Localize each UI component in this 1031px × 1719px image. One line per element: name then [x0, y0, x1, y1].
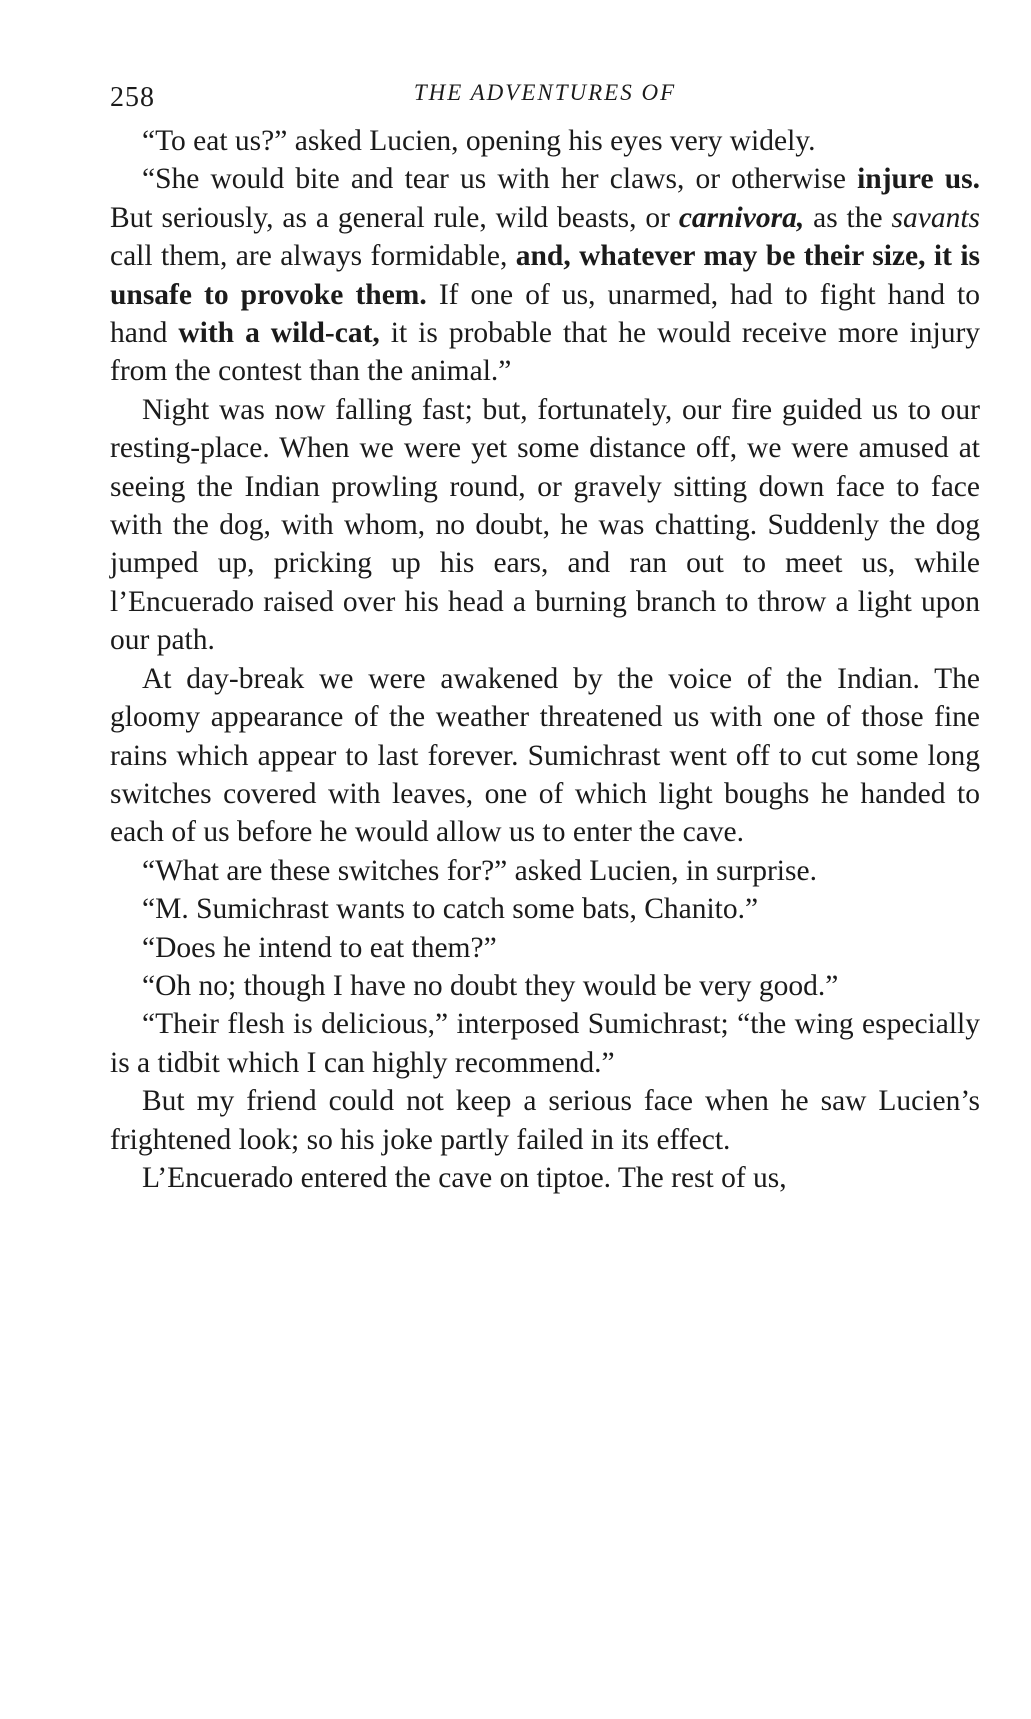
running-title: THE ADVENTURES OF: [413, 80, 677, 105]
paragraph-2-part-c: But seriously, as a general rule, wild beasts, or: [110, 201, 679, 234]
paragraph-2-part-i: If one of us, unarmed, had to fight hand to hand: [110, 278, 981, 350]
running-head: [110, 72, 980, 122]
paragraph-10: But my friend could not keep a serious face when he saw Lucien’s frightened look; so his joke partly failed in its effect.: [110, 1085, 980, 1156]
paragraph-11: L’Encuerado entered the cave on tiptoe. The rest of us,: [142, 1161, 787, 1194]
book-page: [110, 72, 980, 1197]
paragraph-5: “What are these switches for?” asked Lucien, in surprise.: [142, 854, 817, 887]
paragraph-2-carnivora: carnivora,: [678, 201, 805, 234]
body-text: [110, 122, 980, 1197]
paragraph-2-part-j: with a wild-cat,: [178, 317, 380, 350]
paragraph-2-part-g: call them, are always formidable,: [110, 240, 516, 273]
paragraph-2-part-k: it is probable that he would receive more injury from the contest than the animal.”: [110, 317, 981, 388]
paragraph-2: [110, 160, 980, 390]
paragraph-6: “M. Sumichrast wants to catch some bats, Chanito.”: [142, 893, 759, 926]
paragraph-2-part-a: “She would bite and tear us with her claws, or otherwise: [142, 163, 858, 196]
page-number: 258: [110, 82, 155, 113]
paragraph-2-savants: savants: [891, 201, 980, 234]
paragraph-4: At day-break we were awakened by the voice of the Indian. The gloomy appearance of the weather threatened us with one of those fine rains which appear to last forever. Sumichrast went off to cut some long switches covered with leaves, one of which light boughs he handed to each of us before he would allow us to enter the cave.: [110, 662, 980, 849]
paragraph-8: “Oh no; though I have no doubt they would be very good.”: [142, 969, 839, 1002]
paragraph-2-part-h: and, whatever may be their size, it is unsafe to provoke them.: [110, 240, 980, 311]
paragraph-7: “Does he intend to eat them?”: [142, 931, 497, 964]
paragraph-9: “Their flesh is delicious,” interposed Sumichrast; “the wing especially is a tidbit which I can highly recommend.”: [110, 1008, 980, 1079]
paragraph-3: Night was now falling fast; but, fortunately, our fire guided us to our resting-place. When we were yet some distance off, we were amused at seeing the Indian prowling round, or gravely sitting down face to face with the dog, with whom, no doubt, he was chatting. Suddenly the dog jumped up, pricking up his ears, and ran out to meet us, while l’Encuerado raised over his head a burning branch to throw a light upon our path.: [110, 393, 980, 657]
paragraph-2-part-e: as the: [804, 201, 892, 234]
paragraph-2-part-b: injure us.: [857, 163, 981, 196]
paragraph-1: “To eat us?” asked Lucien, opening his eyes very widely.: [142, 125, 816, 157]
